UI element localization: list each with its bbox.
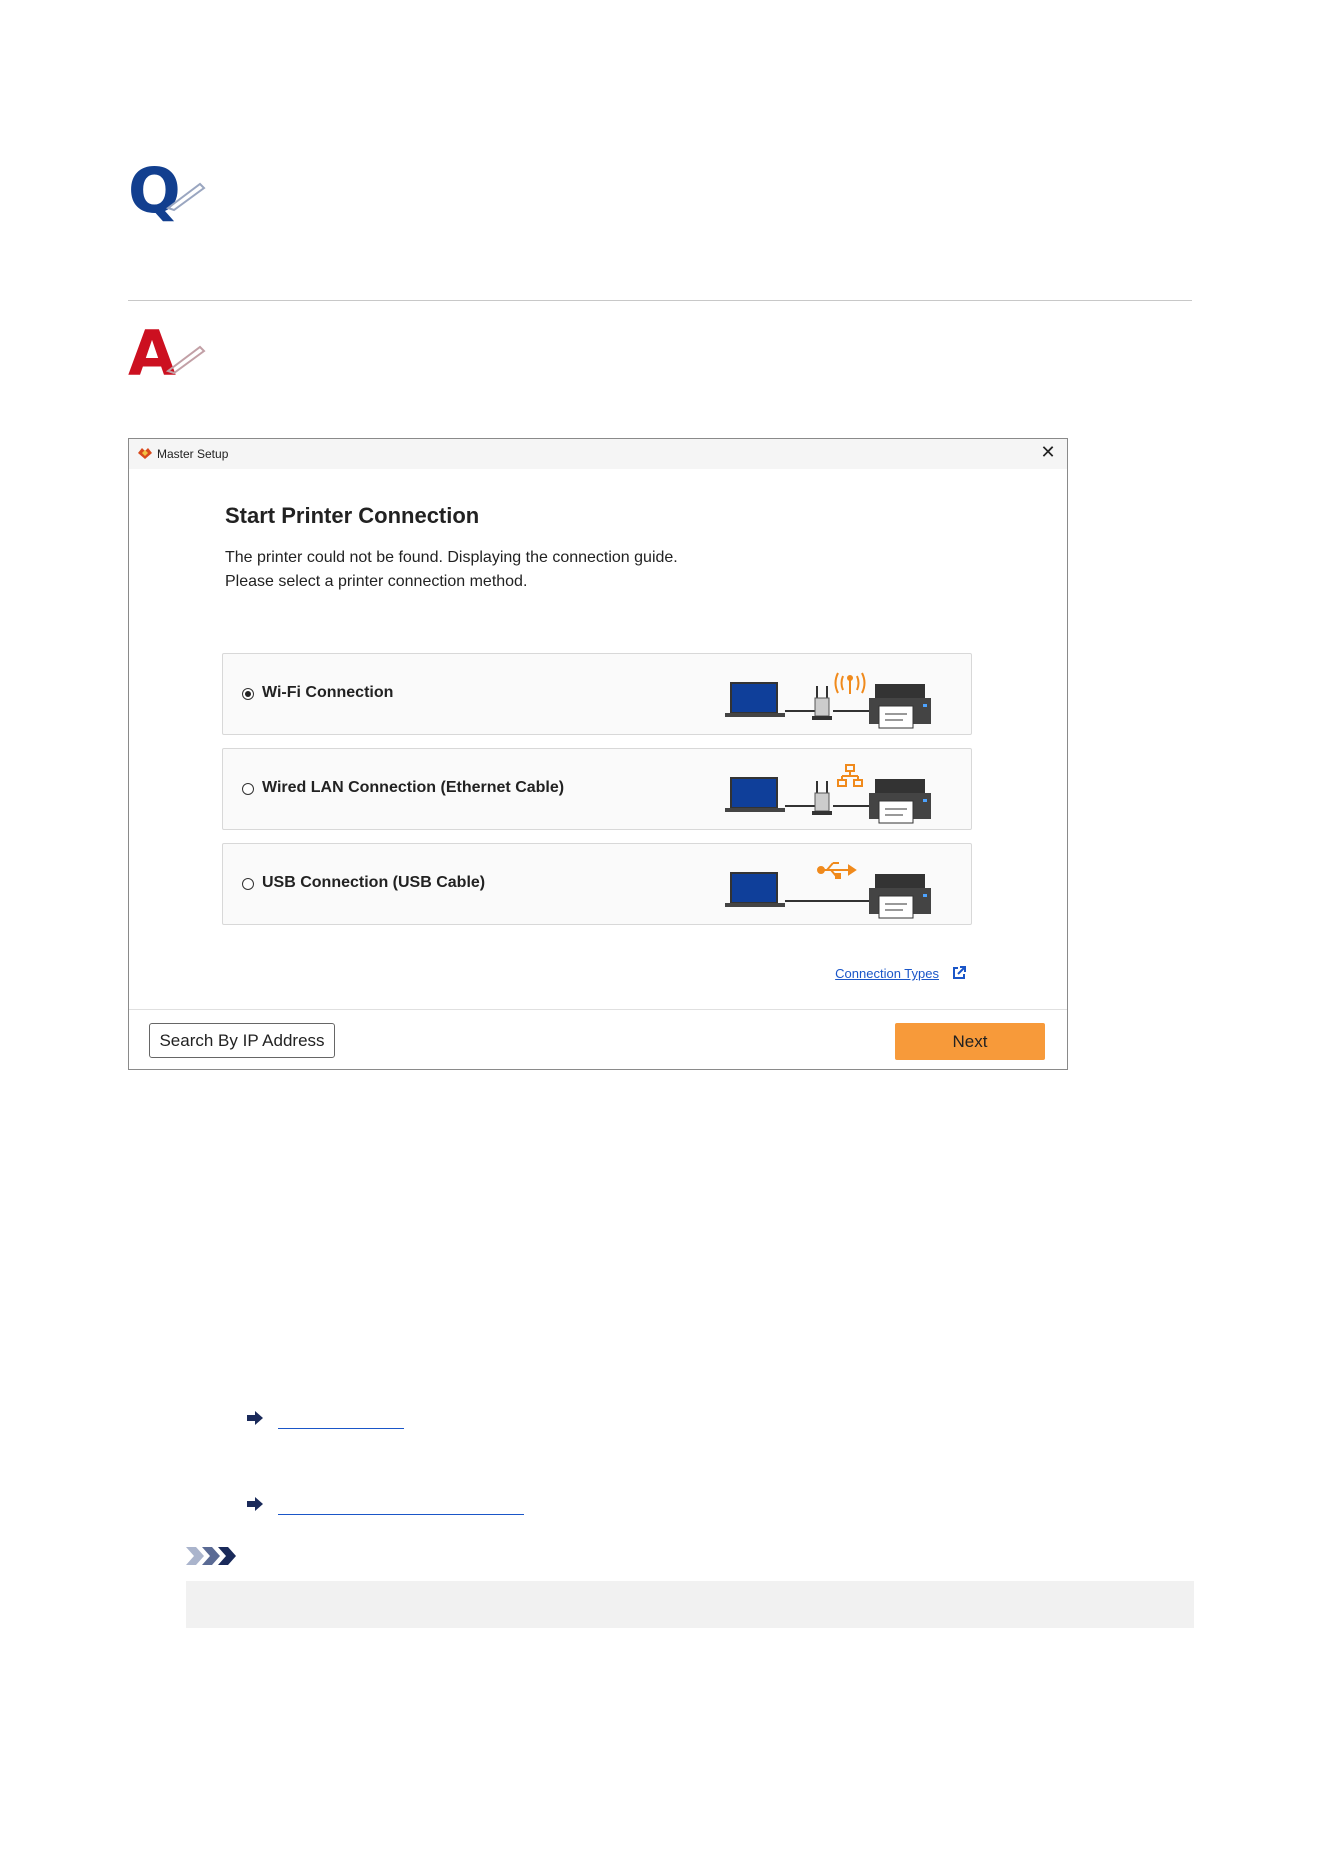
- dialog-description-line2: Please select a printer connection method.: [225, 573, 528, 590]
- wifi-connection-illustration: [723, 658, 953, 730]
- answer-tail-icon: [166, 343, 206, 375]
- option-wired-lan[interactable]: [222, 748, 972, 830]
- connection-types-link[interactable]: Connection Types: [835, 966, 939, 981]
- question-letter: Q: [128, 154, 181, 227]
- radio-usb[interactable]: [242, 878, 254, 890]
- external-link-icon[interactable]: [951, 965, 967, 981]
- footer-divider: [129, 1009, 1067, 1010]
- option-wifi-label: Wi-Fi Connection: [262, 684, 394, 701]
- note-icon: [186, 1547, 240, 1565]
- usb-icon: [818, 863, 855, 878]
- wifi-icon: [836, 673, 865, 694]
- arrow-right-icon: [246, 1497, 264, 1511]
- close-icon[interactable]: ✕: [1040, 442, 1056, 463]
- arrow-right-icon: [246, 1411, 264, 1425]
- app-icon: [137, 446, 153, 460]
- option-usb-label: USB Connection (USB Cable): [262, 874, 486, 891]
- answer-letter: A: [128, 317, 176, 390]
- divider: [128, 300, 1192, 301]
- radio-wifi[interactable]: [242, 688, 254, 700]
- usb-connection-illustration: [723, 848, 953, 920]
- question-tail-icon: [166, 180, 206, 212]
- option-usb[interactable]: [222, 843, 972, 925]
- search-by-ip-button[interactable]: Search By IP Address: [149, 1023, 335, 1058]
- next-button[interactable]: Next: [895, 1023, 1045, 1060]
- radio-wired-lan[interactable]: [242, 783, 254, 795]
- master-setup-window: [128, 438, 1068, 1070]
- dialog-heading: Start Printer Connection: [225, 503, 480, 528]
- window-title: Master Setup: [157, 447, 229, 461]
- dialog-description-line1: The printer could not be found. Displaying the connection guide.: [225, 549, 678, 566]
- option-wifi[interactable]: [222, 653, 972, 735]
- lan-icon: [838, 765, 862, 786]
- note-box: [186, 1581, 1194, 1628]
- window-titlebar: [129, 439, 1067, 469]
- option-wired-lan-label: Wired LAN Connection (Ethernet Cable): [262, 779, 565, 796]
- link-underline: [278, 1428, 404, 1429]
- link-underline: [278, 1514, 524, 1515]
- lan-connection-illustration: [723, 753, 953, 825]
